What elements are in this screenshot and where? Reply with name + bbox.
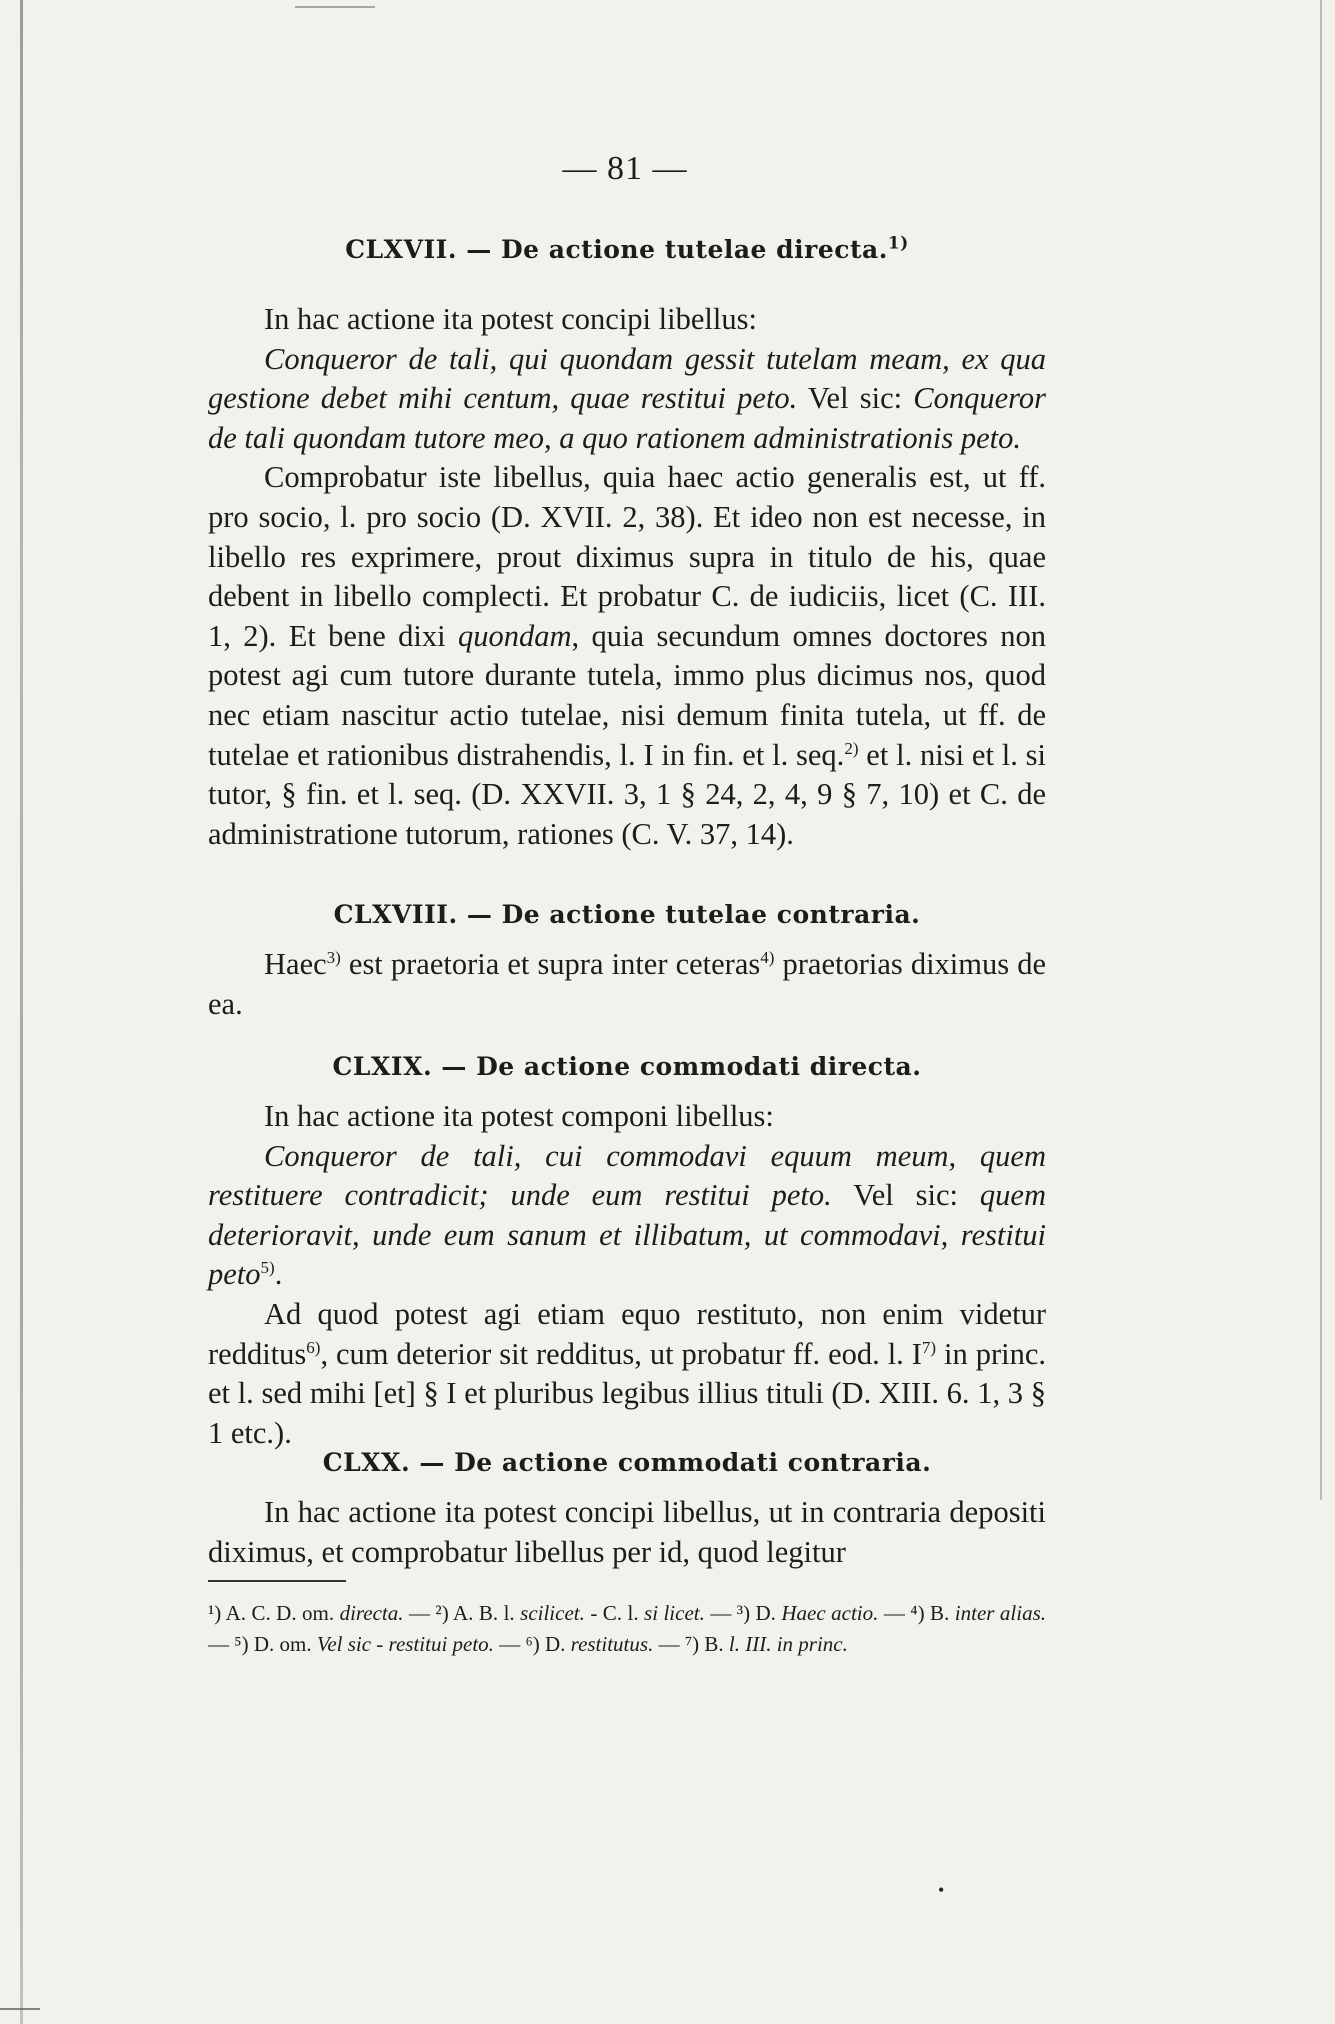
paragraph: In hac actione ita potest componi libellus: [264,1099,774,1133]
footnote-rule [208,1580,346,1582]
scan-mark [0,2008,40,2010]
paragraph: Ad quod potest agi etiam equo restituto, non enim videtur redditus$^{6)}$, cum deterior sit redditus, ut probatur ff. eod. l. $I^{7)}$ in princ. et l. sed mihi [et] § I et pluribus legibus illius tituli (D. XIII. 6. 1, 3 § 1 etc.). [208,1296,1046,1450]
section-clxviii-body [208,945,1046,1024]
section-clxx-body [208,1493,1046,1572]
footnotes [208,1598,1046,1660]
footnote-text: ¹) A. C. D. om. directa. — ²) A. B. l. scilicet. - C. l. si licet. — ³) D. Haec actio. — ⁴) B. inter alias. — ⁵) D. om. Vel sic - restitui peto. — ⁶) D. restitutus. — ⁷) B. l. III. in princ. [208,1601,1046,1656]
section-clxix [208,1052,1046,1081]
paragraph: In hac actione ita potest concipi libellus: [264,302,757,336]
page-number: — 81 — [562,150,688,187]
paragraph: Haec$^{3)}$ est praetoria et supra inter ceteras$^{4)}$ praetorias diximus de ea. [208,947,1046,1021]
scan-edge-left [20,0,23,2024]
section-clxviii [208,900,1046,929]
scan-edge-right [1320,0,1322,1500]
section-clxvii [208,235,1046,264]
section-heading: CLXVIII. — De actione tutelae contraria. [333,900,921,929]
scan-mark [295,6,375,8]
section-heading: CLXVII. — De actione tutelae directa.$^{1)}$ [345,233,909,264]
section-clxvii-body [208,300,1046,854]
section-heading: CLXIX. — De actione commodati directa. [332,1052,922,1081]
paragraph: Conqueror de tali, qui quondam gessit tutelam meam, ex qua gestione debet mihi centum, quae restitui peto. Vel sic: Conqueror de tali quondam tutore meo, a quo rationem administrationis peto. [208,341,1046,455]
scan-dot: • [938,1880,945,1900]
section-heading: CLXX. — De actione commodati contraria. [322,1448,932,1477]
paragraph: In hac actione ita potest concipi libellus, ut in contraria depositi diximus, et comprobatur libellus per id, quod legitur [208,1495,1046,1569]
paragraph: Comprobatur iste libellus, quia haec actio generalis est, ut ff. pro socio, l. pro socio (D. XVII. 2, 38). Et ideo non est necesse, in libello res exprimere, prout diximus supra in titulo de his, quae debent in libello complecti. Et probatur C. de iudiciis, licet (C. III. 1, 2). Et bene dixi quondam, quia secundum omnes doctores non potest agi cum tutore durante tutela, immo plus dicimus nos, quod nec etiam nascitur actio tutelae, nisi demum finita tutela, ut ff. de tutelae et rationibus distrahendis, l. I in fin. et l. seq.$^{2)}$ et l. nisi et l. si tutor, § fin. et l. seq. (D. XXVII. 3, 1 § 24, 2, 4, 9 § 7, 10) et C. de administratione tutorum, rationes (C. V. 37, 14). [208,460,1046,851]
section-clxix-body [208,1097,1046,1453]
paragraph: Conqueror de tali, cui commodavi equum meum, quem restituere contradicit; unde eum restitui peto. Vel sic: quem deterioravit, unde eum sanum et illibatum, ut commodavi, restitui peto$^{5)}$. [208,1138,1046,1292]
section-clxx [208,1448,1046,1477]
